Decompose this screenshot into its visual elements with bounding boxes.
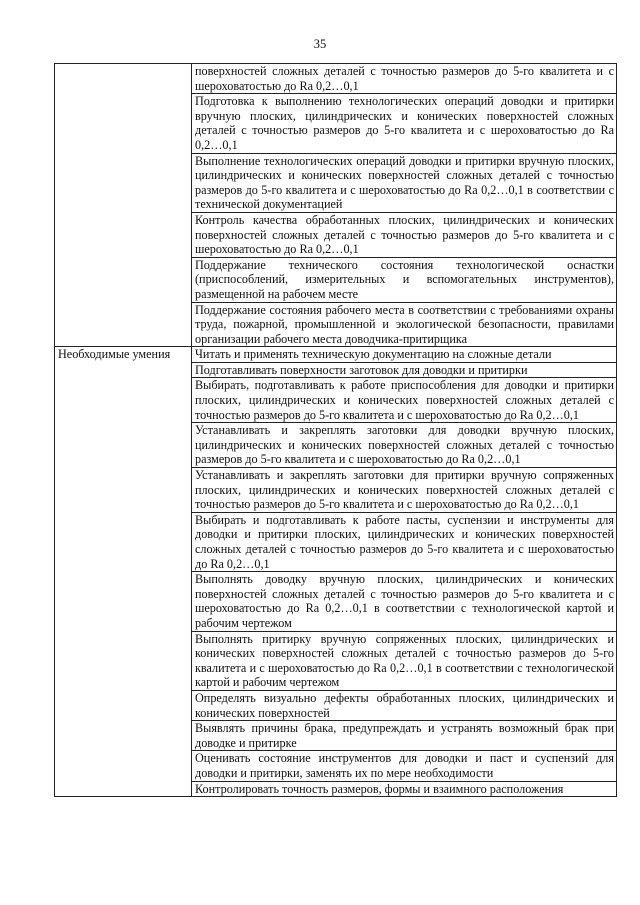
- skill-item: Оценивать состояние инструментов для доводки и паст и суспензий для доводки и притирки, заменять их по мере необходимости: [192, 751, 617, 781]
- table-row: [55, 347, 617, 363]
- skill-item: Выбирать, подготавливать к работе приспособления для доводки и притирки плоских, цилиндрических и конических поверхностей сложных деталей с точностью размеров до 5-го квалитета и с шероховатостью до Ra 0,2…0,1: [192, 378, 617, 423]
- continued-cell: поверхностей сложных деталей с точностью размеров до 5-го квалитета и с шероховатостью до Ra 0,2…0,1: [192, 64, 617, 94]
- skill-item: Определять визуально дефекты обработанных плоских, цилиндрических и конических поверхностей: [192, 690, 617, 720]
- skill-item: Выявлять причины брака, предупреждать и устранять возможный брак при доводке и притирке: [192, 721, 617, 751]
- page-number: 35: [313, 37, 327, 51]
- skill-item: Выбирать и подготавливать к работе пасты, суспензии и инструменты для доводки и притирки плоских, цилиндрических и конических поверхностей сложных деталей с точностью размеров до 5-го квалитета и с шероховатостью до Ra 0,2…0,1: [192, 512, 617, 571]
- table-row: [55, 64, 617, 94]
- skill-item: Читать и применять техническую документацию на сложные детали: [192, 347, 617, 363]
- competency-table: [54, 63, 617, 797]
- continued-cell: Контроль качества обработанных плоских, цилиндрических и конических поверхностей сложных деталей с точностью размеров до 5-го квалитета и с шероховатостью до Ra 0,2…0,1: [192, 212, 617, 257]
- continued-cell: Выполнение технологических операций доводки и притирки вручную плоских, цилиндрических и конических поверхностей сложных деталей с точностью размеров до 5-го квалитета и с шероховатостью до Ra 0,2…0,1 в соответствии с технической документацией: [192, 153, 617, 212]
- continued-cell: Поддержание состояния рабочего места в соответствии с требованиями охраны труда, пожарной, промышленной и экологической безопасности, правилами организации рабочего места доводчика-притирщика: [192, 302, 617, 347]
- skill-item: Устанавливать и закреплять заготовки для притирки вручную сопряженных плоских, цилиндрических и конических поверхностей сложных деталей с точностью размеров до 5-го квалитета и с шероховатостью до Ra 0,2…0,1: [192, 468, 617, 513]
- skill-item: Выполнять доводку вручную плоских, цилиндрических и конических поверхностей сложных деталей с точностью размеров до 5-го квалитета и с шероховатостью до Ra 0,2…0,1 в соответствии с технологической картой и рабочим чертежом: [192, 572, 617, 631]
- continued-cell: Поддержание технического состояния технологической оснастки (приспособлений, измерительных и вспомогательных инструментов), размещенной на рабочем месте: [192, 257, 617, 302]
- skill-item: Подготавливать поверхности заготовок для доводки и притирки: [192, 362, 617, 378]
- skill-item-text: Контролировать точность размеров, формы и взаимного расположения: [195, 781, 564, 796]
- continued-label-cell: [55, 64, 192, 347]
- skill-item: Выполнять притирку вручную сопряженных плоских, цилиндрических и конических поверхностей сложных деталей с точностью размеров до 5-го квалитета и с шероховатостью до Ra 0,2…0,1 в соответствии с технологической картой и рабочим чертежом: [192, 631, 617, 690]
- skill-item-partial: [192, 781, 617, 796]
- skill-item: Устанавливать и закреплять заготовки для доводки вручную плоских, цилиндрических и конических поверхностей сложных деталей с точностью размеров до 5-го квалитета и с шероховатостью до Ra 0,2…0,1: [192, 423, 617, 468]
- continued-cell: Подготовка к выполнению технологических операций доводки и притирки вручную плоских, цилиндрических и конических поверхностей сложных деталей с точностью размеров до 5-го квалитета и с шероховатостью до Ra 0,2…0,1: [192, 94, 617, 153]
- skills-label: Необходимые умения: [55, 347, 192, 796]
